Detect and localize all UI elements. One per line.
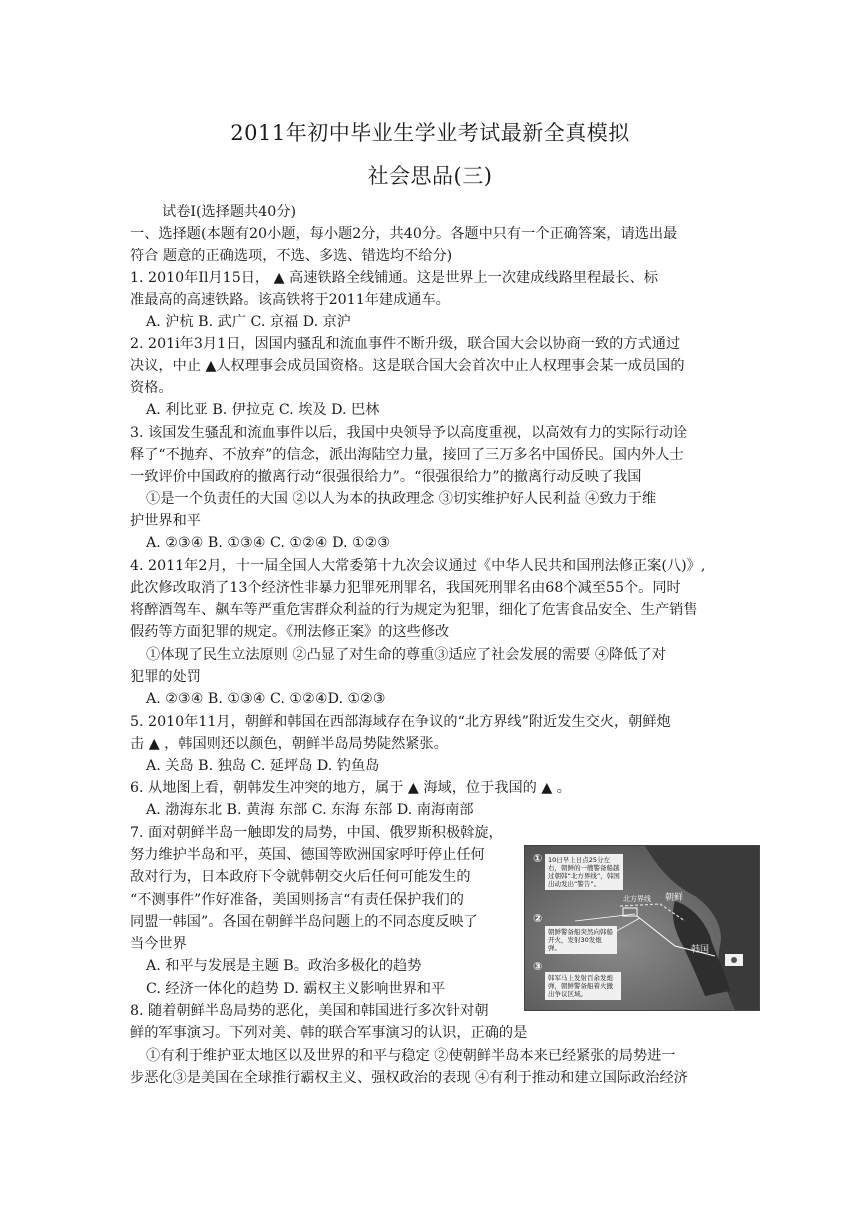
- question-8-statements-cont: 步恶化③是美国在全球推行霸权主义、强权政治的表现 ④有利于推动和建立国际政治经济: [130, 1070, 688, 1086]
- question-7-cont: 敌对行为，日本政府下令就韩朝交火后任何可能发生的: [130, 869, 471, 885]
- question-7: 7. 面对朝鲜半岛一触即发的局势，中国、俄罗斯积极斡旋，: [130, 825, 503, 841]
- question-3-statements-cont: 护世界和平: [130, 513, 201, 529]
- question-2-options: A. 利比亚 B. 伊拉克 C. 埃及 D. 巴林: [146, 402, 380, 418]
- question-7-options-ab: A. 和平与发展是主题 B。政治多极化的趋势: [146, 958, 422, 974]
- question-7-cont: 当今世界: [130, 936, 187, 952]
- question-7-cont: “不测事件”作好准备，美国则扬言“有责任保护我们的: [130, 892, 464, 908]
- question-8: 8. 随着朝鲜半岛局势的恶化，美国和韩国进行多次针对朝: [130, 1003, 489, 1019]
- question-4-cont: 假药等方面犯罪的规定。《刑法修正案》的这些修改: [130, 624, 450, 640]
- figure-caption-3: 韩军马上发射百余发炮弹，朝鲜警备船着火撤出争议区域。: [545, 972, 621, 1000]
- question-2: 2. 201i年3月1日，因国内骚乱和流血事件不断升级，联合国大会以协商一致的方式通过: [130, 336, 681, 352]
- question-7-options-cd: C. 经济一体化的趋势 D. 霸权主义影响世界和平: [146, 981, 446, 997]
- figure-caption-1: 10日早上日点25分左右，朝鲜的一艘警备船越过朝韩“北方界线”，韩国出动发出“警告”。: [545, 854, 623, 890]
- figure-caption-2: 朝鲜警备船突然向韩船开火，发射30发炮弹。: [545, 926, 617, 954]
- question-4: 4. 2011年2月，十一届全国人大常委第十九次会议通过《中华人民共和国刑法修正案(八)》,: [130, 558, 706, 574]
- question-5-cont: 击 ▲ ，韩国则还以颜色，朝鲜半岛局势陡然紧张。: [130, 736, 448, 752]
- question-2-cont: 决议，中止 ▲人权理事会成员国资格。这是联合国大会首次中止人权理事会某一成员国的: [130, 358, 685, 374]
- question-6: 6. 从地图上看，朝韩发生冲突的地方，属于 ▲ 海域，位于我国的 ▲ 。: [130, 780, 571, 796]
- question-4-cont: 将醉酒驾车、飙车等严重危害群众利益的行为规定为犯罪，细化了危害食品安全、生产销售: [130, 602, 698, 618]
- figure-marker-3: ③: [533, 960, 543, 973]
- question-5: 5. 2010年11月，朝鲜和韩国在西部海域存在争议的“北方界线”附近发生交火，朝鲜炮: [130, 714, 671, 730]
- question-4-statements: ①体现了民生立法原则 ②凸显了对生命的尊重③适应了社会发展的需要 ④降低了对: [146, 647, 666, 663]
- question-4-cont: 此次修改取消了13个经济性非暴力犯罪死刑罪名，我国死刑罪名由68个减至55个。同时: [130, 580, 681, 596]
- label-north-korea: 朝鲜: [665, 893, 684, 903]
- instructions-line: 符合 题意的正确选项，不选、多选、错选均不给分): [130, 248, 453, 264]
- label-northern-limit-line: 北方界线: [623, 895, 651, 903]
- question-6-options: A. 渤海东北 B. 黄海 东部 C. 东海 东部 D. 南海南部: [146, 802, 474, 818]
- figure-marker-1: ①: [533, 852, 543, 865]
- question-3-options: A. ②③④ B. ①③④ C. ①②④ D. ①②③: [146, 535, 391, 551]
- question-1-cont: 准最高的高速铁路。该高铁将于2011年建成通车。: [130, 292, 450, 308]
- question-3-cont: 一致评价中国政府的撤离行动“很强很给力”。“很强很给力”的撤离行动反映了我国: [130, 469, 642, 485]
- question-7-cont: 同盟一韩国”。各国在朝鲜半岛问题上的不同态度反映了: [130, 914, 478, 930]
- question-1-options: A. 沪杭 B. 武广 C. 京福 D. 京沪: [146, 314, 351, 330]
- question-4-options: A. ②③④ B. ①③④ C. ①②④D. ①②③: [146, 691, 386, 707]
- question-2-cont: 资格。: [130, 380, 173, 396]
- section-header: 试卷Ⅰ(选择题共40分): [162, 204, 297, 220]
- figure-marker-2: ②: [533, 912, 543, 925]
- instructions-line: 一、选择题(本题有20小题，每小题2分，共40分。各题中只有一个正确答案，请选出最: [130, 226, 678, 242]
- question-1: 1. 2010年Il月15日， ▲ 高速铁路全线铺通。这是世界上一次建成线路里程最长、标: [130, 270, 658, 286]
- question-3-statements: ①是一个负责任的大国 ②以人为本的执政理念 ③切实维护好人民利益 ④致力于维: [146, 491, 657, 507]
- korea-conflict-map: [524, 845, 760, 1011]
- question-7-cont: 努力维护半岛和平，英国、德国等欧洲国家呼吁停止任何: [130, 847, 485, 863]
- question-8-cont: 鲜的军事演习。下列对美、韩的联合军事演习的认识，正确的是: [130, 1025, 528, 1041]
- question-8-statements: ①有利于维护亚太地区以及世界的和平与稳定 ②使朝鲜半岛本来已经紧张的局势进一: [146, 1048, 676, 1064]
- question-3: 3. 该国发生骚乱和流血事件以后，我国中央领导予以高度重视，以高效有力的实际行动诠: [130, 425, 688, 441]
- exam-title: 2011年初中毕业生学业考试最新全真模拟: [230, 121, 630, 145]
- question-5-options: A. 关岛 B. 独岛 C. 延坪岛 D. 钓鱼岛: [146, 758, 380, 774]
- question-3-cont: 释了“不抛弃、不放弃”的信念，派出海陆空力量，接回了三万多名中国侨民。国内外人士: [130, 447, 684, 463]
- question-4-statements-cont: 犯罪的处罚: [130, 669, 201, 685]
- exam-subtitle: 社会思品(三): [367, 164, 493, 188]
- label-south-korea: 韩国: [691, 945, 710, 955]
